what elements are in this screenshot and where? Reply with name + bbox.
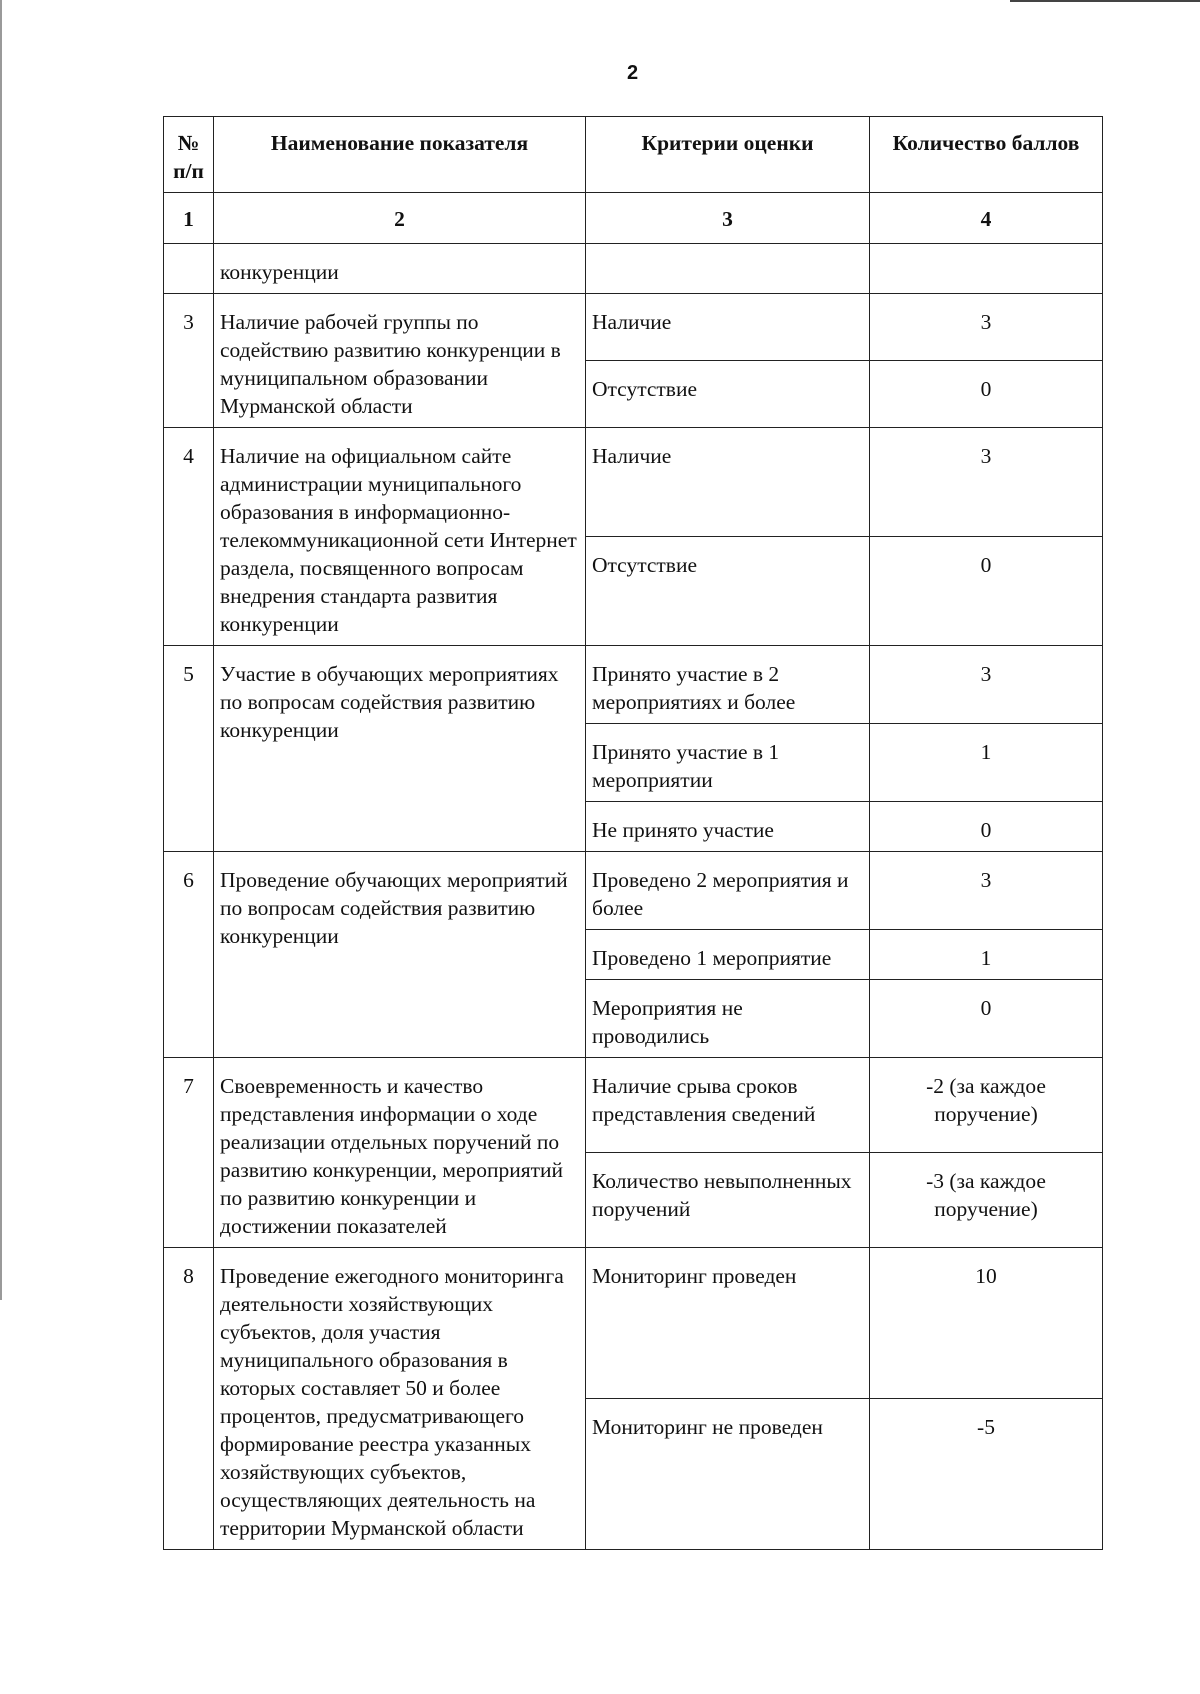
continuation-row [164,244,1103,294]
criterion-cell: Количество невыполненных поручений [586,1153,870,1248]
criterion-cell: Мероприятия не проводились [586,980,870,1058]
points-cell: 3 [870,646,1103,724]
points-cell: 1 [870,724,1103,802]
continuation-text: конкуренции [214,244,586,294]
points-cell: 10 [870,1248,1103,1399]
scan-left-edge [0,0,2,1300]
indicator-name: Участие в обучающих мероприятиях по вопросам содействия развитию конкуренции [214,646,586,852]
criterion-cell: Наличие [586,428,870,537]
column-number: 1 [164,193,214,244]
row-number: 7 [164,1058,214,1248]
criterion-cell: Проведено 1 мероприятие [586,930,870,980]
indicator-name: Проведение обучающих мероприятий по вопросам содействия развитию конкуренции [214,852,586,1058]
table-row [164,1058,1103,1153]
criterion-cell: Наличие [586,294,870,361]
column-number: 2 [214,193,586,244]
column-number: 4 [870,193,1103,244]
criterion-cell: Мониторинг не проведен [586,1399,870,1550]
header-criteria: Критерии оценки [586,117,870,193]
page-number: 2 [626,62,639,84]
points-cell: 0 [870,361,1103,428]
indicator-name: Наличие на официальном сайте администрации муниципального образования в информационно-телекоммуникационной сети Интернет раздела, посвященного вопросам внедрения стандарта развития конкуренции [214,428,586,646]
criterion-cell: Отсутствие [586,537,870,646]
header-row [164,117,1103,193]
table-row [164,294,1103,361]
criterion-cell: Отсутствие [586,361,870,428]
points-cell: 3 [870,428,1103,537]
points-cell: 0 [870,802,1103,852]
row-number: 3 [164,294,214,428]
points-cell: -2 (за каждое поручение) [870,1058,1103,1153]
header-points: Количество баллов [870,117,1103,193]
points-cell: -3 (за каждое поручение) [870,1153,1103,1248]
column-number: 3 [586,193,870,244]
header-num: № п/п [164,117,214,193]
table-body [164,244,1103,1550]
points-cell: 3 [870,852,1103,930]
points-cell: 0 [870,980,1103,1058]
points-cell: 3 [870,294,1103,361]
table-cell [586,244,870,294]
criterion-cell: Наличие срыва сроков представления сведений [586,1058,870,1153]
header-name: Наименование показателя [214,117,586,193]
criterion-cell: Принято участие в 1 мероприятии [586,724,870,802]
table-cell [870,244,1103,294]
criterion-cell: Не принято участие [586,802,870,852]
indicator-name: Своевременность и качество представления информации о ходе реализации отдельных поручений по развитию конкуренции, мероприятий по развитию конкуренции и достижении показателей [214,1058,586,1248]
criterion-cell: Проведено 2 мероприятия и более [586,852,870,930]
indicator-name: Наличие рабочей группы по содействию развитию конкуренции в муниципальном образовании Мурманской области [214,294,586,428]
column-number-row [164,193,1103,244]
criterion-cell: Мониторинг проведен [586,1248,870,1399]
criteria-table [163,116,1103,1550]
row-number: 4 [164,428,214,646]
top-edge-rule [1010,0,1200,2]
points-cell: 0 [870,537,1103,646]
criterion-cell: Принято участие в 2 мероприятиях и более [586,646,870,724]
row-number: 8 [164,1248,214,1550]
table-cell [164,244,214,294]
table-row [164,646,1103,724]
table-row [164,428,1103,537]
points-cell: -5 [870,1399,1103,1550]
indicator-name: Проведение ежегодного мониторинга деятельности хозяйствующих субъектов, доля участия муниципального образования в которых составляет 50 и более процентов, предусматривающего формирование реестра указанных хозяйствующих субъектов, осуществляющих деятельность на территории Мурманской области [214,1248,586,1550]
table-row [164,852,1103,930]
points-cell: 1 [870,930,1103,980]
row-number: 5 [164,646,214,852]
table-row [164,1248,1103,1399]
row-number: 6 [164,852,214,1058]
